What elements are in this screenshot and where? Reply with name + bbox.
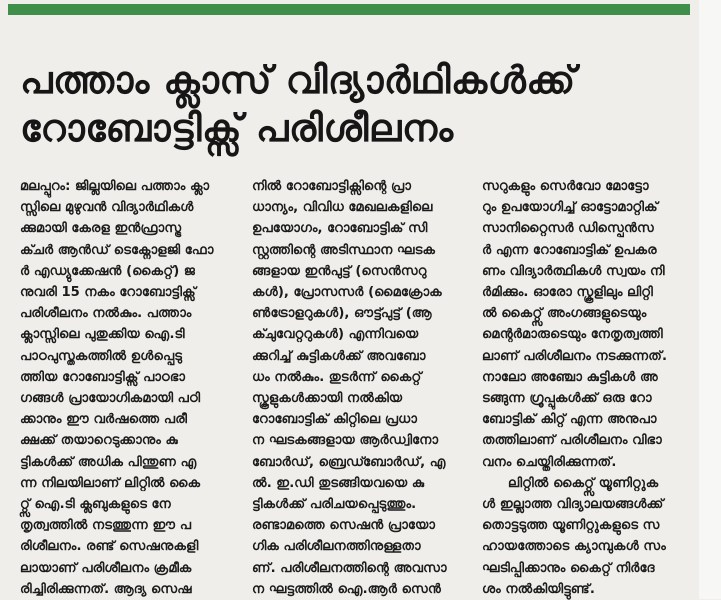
body-text-line: ഗങ്ങൾ പ്രായോഗികമായി പഠി — [20, 391, 201, 407]
body-text-line: തൊട്ടടുത്ത യൂണിറ്റുകളുടെ സ — [482, 518, 660, 534]
body-text-line: സ്സിലെ മുഴുവൻ വിദ്യാർഥികൾ — [20, 200, 194, 216]
body-text-line: റും ഉപയോഗിച്ച് ഓട്ടോമാറ്റിക് — [482, 200, 658, 216]
body-text-line: മെന്റർമാരുടെയും നേതൃത്വത്തി — [482, 327, 663, 343]
body-text-line: ലിറ്റിൽ കൈറ്റ്സ് യൂണിറ്റുക — [508, 475, 659, 491]
body-text-line: ക്ചുവേറ്ററുകൾ) എന്നിവയെ — [252, 327, 419, 343]
body-text-line: ക്കാനും ഈ വർഷത്തെ പരീ — [20, 412, 187, 428]
article-column-3 — [482, 176, 707, 600]
body-text-line: ൽ. ഇ.ഡി തുടങ്ങിയവയെ കു — [252, 475, 425, 491]
body-text-line: ധാന്യം, വിവിധ മേഖലകളിലെ — [252, 200, 433, 216]
body-text-line: ട്ടികൾക്ക് അധിക പിന്തുണ എ — [20, 454, 197, 470]
body-text-line: ക്കുമായി കേരള ഇൻഫ്രാസ്ട്ര — [20, 221, 182, 237]
body-text-line: ന ഘട്ടത്തിൽ ഐ.ആർ സെൻ — [252, 581, 441, 597]
article-column-1 — [20, 176, 245, 600]
body-text-line: ൺട്രോളറുകൾ), ഔട്ട്പുട്ട് (ആ — [252, 306, 432, 322]
body-text-line: ർ എഡ്യുക്കേഷൻ (കൈറ്റ്) ജ — [20, 263, 195, 279]
body-text-line: റോബോട്ടിക് കിറ്റിലെ പ്രധാ — [252, 412, 418, 428]
body-text-line: തൃത്വത്തിൽ നടത്തുന്ന ഈ പ — [20, 518, 192, 534]
body-text-line: രിച്ചിരിക്കുന്നത്. ആദ്യ സെഷ — [20, 581, 192, 597]
body-text-line: പരിശീലനം നൽകും. പത്താം — [20, 306, 192, 322]
body-text-line: കൾ), പ്രോസസർ (മൈക്രോക — [252, 285, 442, 301]
headline-line-1: പത്താം ക്ലാസ് വിദ്യാർഥികൾക്ക് — [20, 58, 576, 102]
body-text-line: ബോർഡ്, ബ്രെഡ്ബോർഡ്, എ — [252, 454, 446, 470]
body-text-line: സാനിറ്റൈസർ ഡിസ്പെൻസ — [482, 221, 654, 237]
body-text-line: ക്കുറിച്ച് കുട്ടികൾക്ക് അവബോ — [252, 348, 426, 364]
article-column-2 — [252, 176, 477, 600]
body-text-line: ക്ലാസ്സിലെ പുതുക്കിയ ഐ.ടി — [20, 327, 185, 343]
body-text-line: ടങ്ങുന്ന ഗ്രൂപ്പുകൾക്ക് ഒരു റോ — [482, 391, 652, 407]
body-text-line: പാഠപുസ്തകത്തിൽ ഉൾപ്പെടു — [20, 348, 182, 364]
body-text-line: ന ഘടകങ്ങളായ ആർഡ്വിനോ — [252, 433, 439, 449]
body-text-line: നിൽ റോബോട്ടിക്സിന്റെ പ്രാ — [252, 179, 412, 194]
headline-line-2: റോബോട്ടിക്സ് പരിശീലനം — [20, 106, 454, 150]
body-text-line: ന്ന നിലയിലാണ് ലിറ്റിൽ കൈ — [20, 475, 201, 491]
body-text-line: ഗിക പരിശീലനത്തിനുള്ളതാ — [252, 539, 421, 555]
body-text-line: ർമിക്കും. ഓരോ സ്കൂളിലും ലിറ്റി — [482, 285, 653, 301]
body-text-line: ക്ചർ ആൻഡ് ടെക്നോളജി ഫോ — [20, 242, 214, 258]
body-text-line: ട്ടികൾക്ക് പരിചയപ്പെടുത്തും. — [252, 497, 417, 513]
body-text-line: റ്റ്സ് ഐ.ടി ക്ലബുകളുടെ നേ — [20, 497, 171, 513]
body-text-line: ത്തിയ റോബോട്ടിക്സ് പാഠഭാ — [20, 369, 185, 385]
body-text-line: ലായാണ് പരിശീലനം ക്രമീക — [20, 560, 192, 576]
body-text-line: ണ്. പരിശീലനത്തിന്റെ അവസാ — [252, 560, 447, 576]
body-text-line: ബോട്ടിക് കിറ്റ് എന്ന അനുപാ — [482, 412, 657, 428]
body-text-line: ഉപയോഗം, റോബോട്ടിക് സി — [252, 221, 428, 237]
body-text-line: ഹായത്തോടെ ക്യാമ്പുകൾ സം — [482, 539, 666, 555]
body-text-line: നുവരി 15 നകം റോബോട്ടിക്സ് — [20, 285, 196, 301]
body-text-line: രിശീലനം. രണ്ട് സെഷനുകളി — [20, 539, 199, 555]
body-text-line: നാലോ അഞ്ചോ കുട്ടികൾ അ — [482, 369, 658, 385]
body-text-line: ശം നൽകിയിട്ടുണ്ട്. — [482, 581, 595, 597]
body-text-line: ലാണ് പരിശീലനം നടക്കുന്നത്. — [482, 348, 667, 364]
body-text-line: മലപ്പുറം: ജില്ലയിലെ പത്താം ക്ലാ — [20, 179, 210, 194]
body-text-line: സ്കൂളുകൾക്കായി നൽകിയ — [252, 391, 403, 407]
body-text-line: ക്ഷക്ക് തയാറെടുക്കാനും കു — [20, 433, 178, 449]
body-text-line: സറുകളും സെർവോ മോട്ടോ — [482, 179, 649, 194]
body-text-line: ധം നൽകും. തുടർന്ന് കൈറ്റ് — [252, 369, 422, 385]
section-color-bar — [8, 4, 690, 15]
body-text-line: തത്തിലാണ് പരിശീലനം വിഭാ — [482, 433, 662, 449]
body-text-line: ൾ ഇല്ലാത്ത വിദ്യാലയങ്ങൾക്ക് — [482, 497, 664, 513]
headline — [20, 56, 710, 152]
body-text-line: വനം ചെയ്തിരിക്കുന്നത്. — [482, 454, 617, 470]
body-text-line: ണം വിദ്യാർത്ഥികൾ സ്വയം നി — [482, 263, 665, 279]
body-text-line: ർ എന്ന റോബോട്ടിക് ഉപകര — [482, 242, 657, 258]
body-text-line: ങ്ങളായ ഇൻപുട്ട് (സെൻസറു — [252, 263, 427, 279]
body-text-line: ഘടിപ്പിക്കാനും കൈറ്റ് നിർദേ — [482, 560, 655, 576]
body-text-line: ൽ കൈറ്റ്സ് അംഗങ്ങളുടെയും — [482, 306, 647, 322]
body-text-line: രണ്ടാമത്തെ സെഷൻ പ്രായോ — [252, 518, 436, 534]
body-text-line: സ്റ്റത്തിന്റെ അടിസ്ഥാന ഘടക — [252, 242, 436, 258]
